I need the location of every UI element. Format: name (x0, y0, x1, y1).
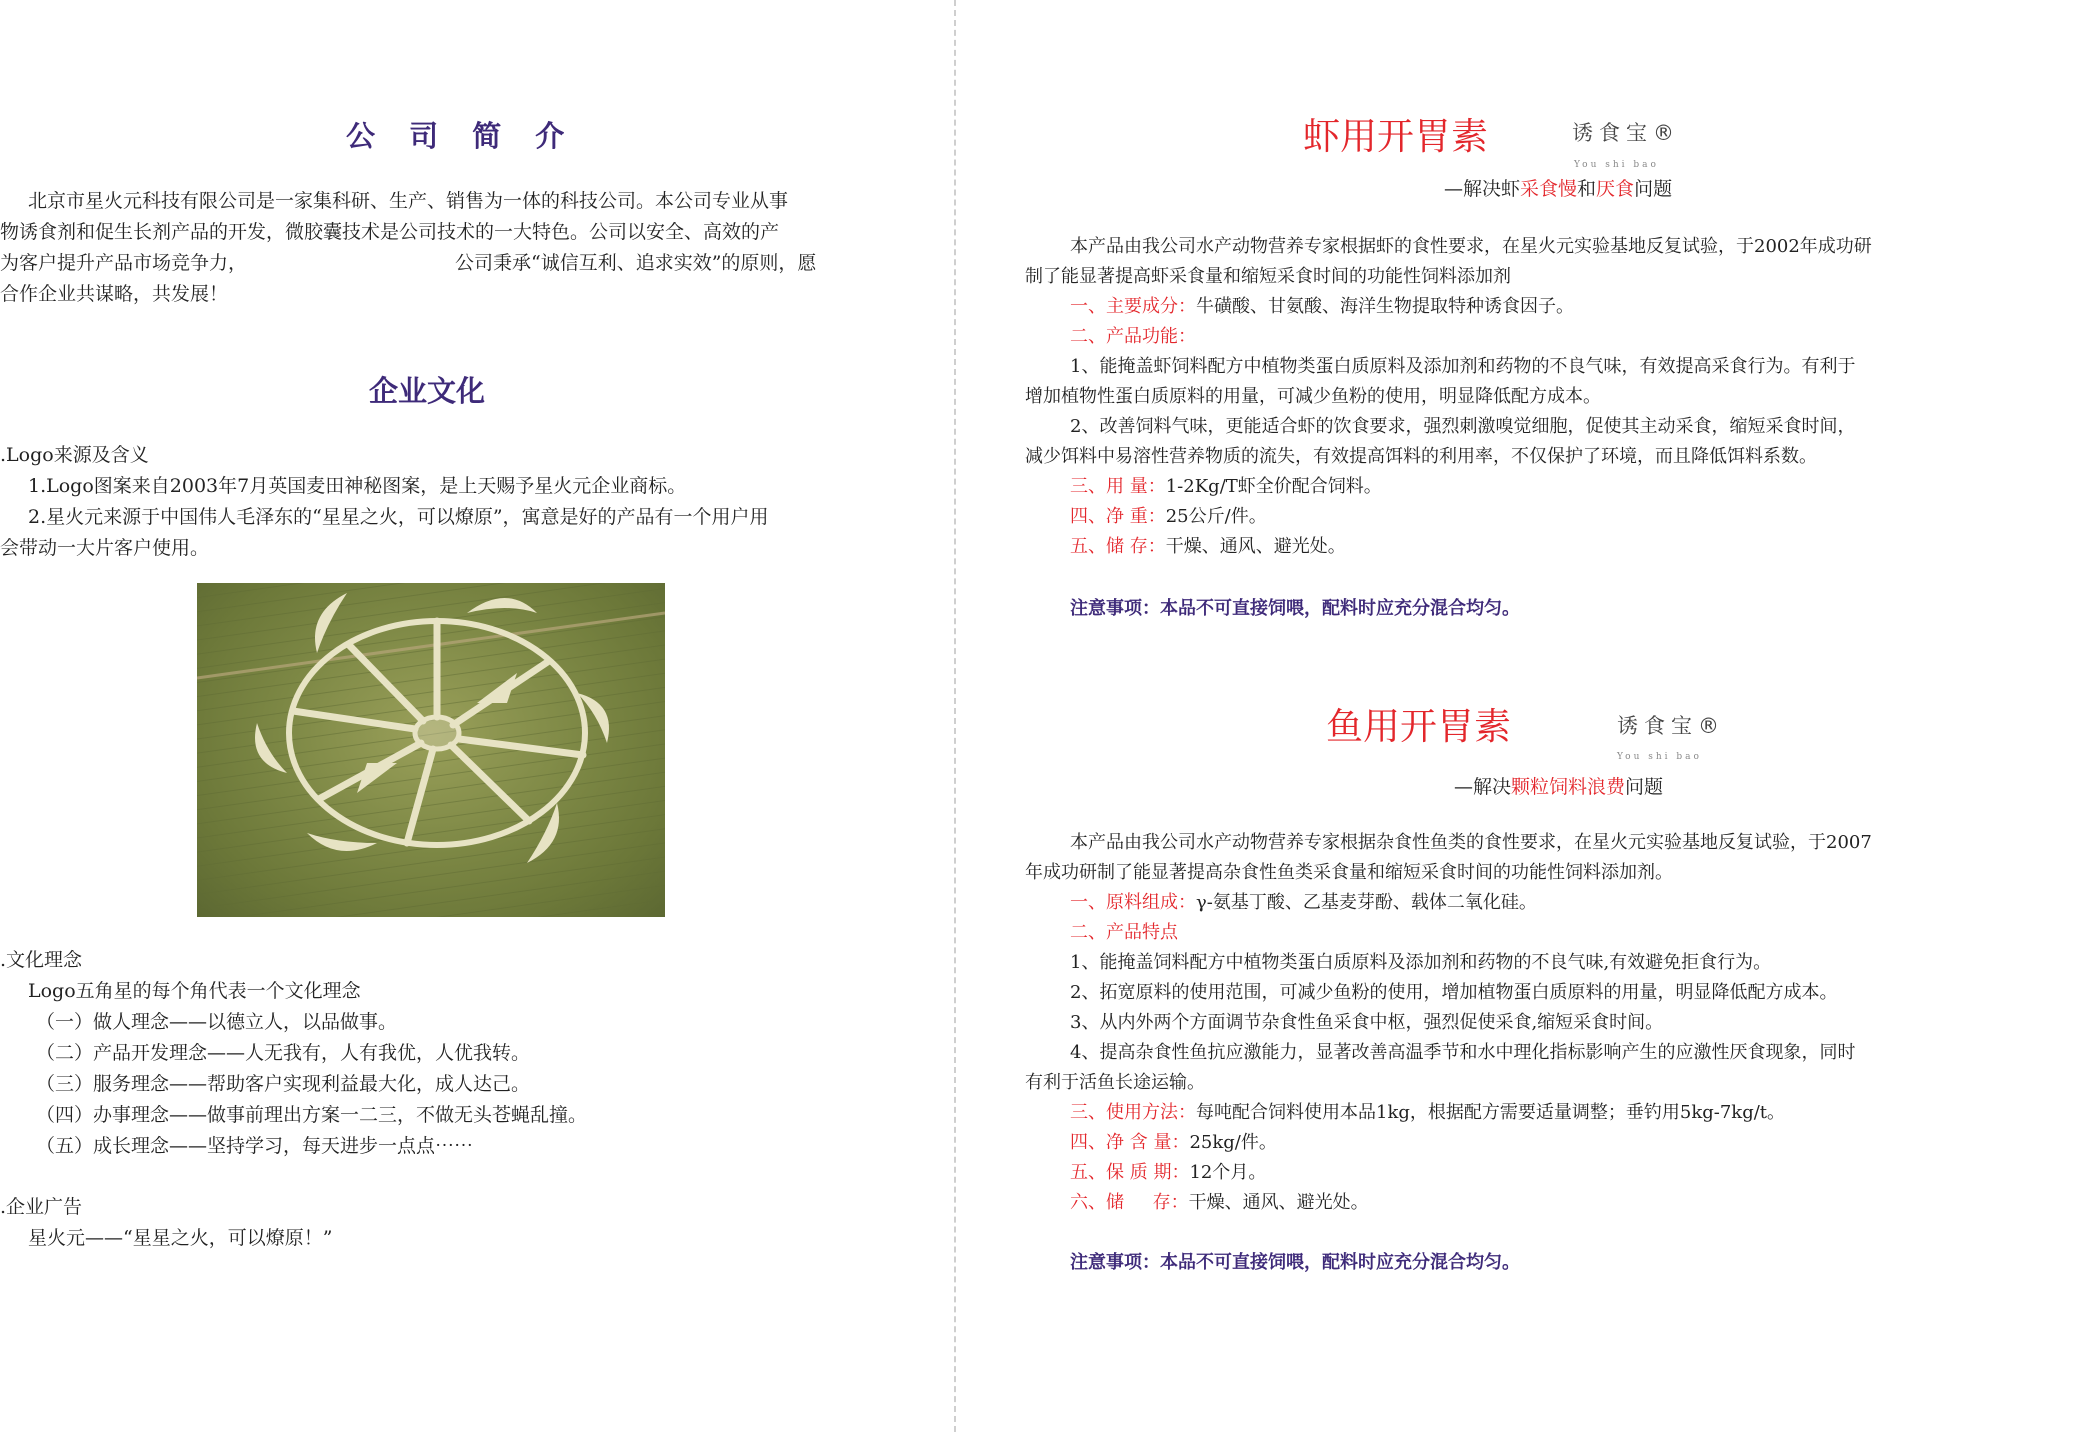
fish-composition: 一、原料组成：γ-氨基丁酸、乙基麦芽酚、载体二氧化硅。 (1070, 892, 1537, 913)
philosophy-item-5: （五）成长理念——坚持学习，每天进步一点点⋯⋯ (36, 1135, 474, 1157)
logo-line-1: 1.Logo图案来自2003年7月英国麦田神秘图案，是上天赐予星火元企业商标。 (28, 475, 687, 497)
fish-shelf-life: 五、保 质 期：12个月。 (1070, 1162, 1267, 1183)
shrimp-dosage: 三、用 量：1-2Kg/T虾全价配合饲料。 (1070, 476, 1382, 497)
fish-usage: 三、使用方法：每吨配合饲料使用本品1kg，根据配方需要适量调整；垂钓用5kg-7kg/t。 (1070, 1102, 1786, 1123)
philosophy-item-2: （二）产品开发理念——人无我有，人有我优，人优我转。 (36, 1042, 531, 1064)
intro-line-3a: 为客户提升产品市场竞争力， (0, 252, 248, 274)
culture-title: 企业文化 (369, 374, 486, 408)
intro-line-2: 物诱食剂和促生长剂产品的开发，微胶囊技术是公司技术的一大特色。公司以安全、高效的产 (0, 221, 780, 243)
philosophy-item-4: （四）办事理念——做事前理出方案一二三，不做无头苍蝇乱撞。 (36, 1104, 588, 1126)
ad-heading: .企业广告 (0, 1196, 83, 1218)
logo-line-3: 会带动一大片客户使用。 (0, 537, 210, 559)
shrimp-storage: 五、储 存：干燥、通风、避光处。 (1070, 536, 1346, 557)
fish-notice: 注意事项：本品不可直接饲喂，配料时应充分混合均匀。 (1070, 1252, 1520, 1273)
intro-line-3b: 公司秉承“诚信互利、追求实效”的原则，愿 (455, 252, 817, 274)
fish-intro-1: 本产品由我公司水产动物营养专家根据杂食性鱼类的食性要求，在星火元实验基地反复试验，于2007 (1070, 832, 1872, 853)
shrimp-function-label: 二、产品功能： (1070, 326, 1196, 347)
shrimp-function-3: 2、改善饲料气味，更能适合虾的饮食要求，强烈刺激嗅觉细胞，促使其主动采食，缩短采食时间， (1070, 416, 1856, 437)
fish-brand-logo: 诱食宝® (1617, 714, 1725, 738)
shrimp-brand-logo: 诱食宝® (1572, 121, 1680, 145)
philosophy-intro: Logo五角星的每个角代表一个文化理念 (28, 980, 361, 1002)
shrimp-weight: 四、净 重：25公斤/件。 (1070, 506, 1267, 527)
shrimp-function-2: 增加植物性蛋白质原料的用量，可减少鱼粉的使用，明显降低配方成本。 (1025, 386, 1601, 407)
shrimp-intro-2: 制了能显著提高虾采食量和缩短采食时间的功能性饲料添加剂 (1025, 266, 1511, 287)
shrimp-notice: 注意事项：本品不可直接饲喂，配料时应充分混合均匀。 (1070, 598, 1520, 619)
shrimp-brand-sub: You shi bao (1574, 160, 1659, 170)
fish-feature-1: 1、能掩盖饲料配方中植物类蛋白质原料及添加剂和药物的不良气味,有效避免拒食行为。 (1070, 952, 1772, 973)
fish-weight: 四、净 含 量：25kg/件。 (1070, 1132, 1277, 1153)
page-divider (954, 0, 956, 1432)
shrimp-slogan: —解决虾采食慢和厌食问题 (1444, 178, 1673, 200)
intro-line-1: 北京市星火元科技有限公司是一家集科研、生产、销售为一体的科技公司。本公司专业从事 (28, 190, 789, 212)
fish-feature-4: 4、提高杂食性鱼抗应激能力，显著改善高温季节和水中理化指标影响产生的应激性厌食现象，同时 (1070, 1042, 1856, 1063)
shrimp-function-4: 减少饵料中易溶性营养物质的流失，有效提高饵料的利用率，不仅保护了环境，而且降低饵料系数。 (1025, 446, 1817, 467)
logo-line-2: 2.星火元来源于中国伟人毛泽东的“星星之火，可以燎原”，寓意是好的产品有一个用户用 (28, 506, 769, 528)
philosophy-heading: .文化理念 (0, 949, 83, 971)
fish-product-title: 鱼用开胃素 (1326, 705, 1511, 748)
company-intro-title: 公 司 简 介 (346, 119, 577, 153)
fish-feature-5: 有利于活鱼长途运输。 (1025, 1072, 1205, 1093)
fish-feature-2: 2、拓宽原料的使用范围，可减少鱼粉的使用，增加植物蛋白质原料的用量，明显降低配方成本。 (1070, 982, 1838, 1003)
shrimp-ingredients: 一、主要成分：牛磺酸、甘氨酸、海洋生物提取特种诱食因子。 (1070, 296, 1574, 317)
crop-circle-photo (197, 583, 665, 917)
ad-line: 星火元——“星星之火，可以燎原！” (28, 1227, 333, 1249)
fish-feature-3: 3、从内外两个方面调节杂食性鱼采食中枢，强烈促使采食,缩短采食时间。 (1070, 1012, 1664, 1033)
philosophy-item-1: （一）做人理念——以德立人，以品做事。 (36, 1011, 398, 1033)
fish-feature-label: 二、产品特点 (1070, 922, 1178, 943)
shrimp-intro-1: 本产品由我公司水产动物营养专家根据虾的食性要求，在星火元实验基地反复试验，于2002年成功研 (1070, 236, 1872, 257)
philosophy-item-3: （三）服务理念——帮助客户实现利益最大化，成人达己。 (36, 1073, 531, 1095)
shrimp-product-title: 虾用开胃素 (1303, 115, 1488, 158)
fish-intro-2: 年成功研制了能显著提高杂食性鱼类采食量和缩短采食时间的功能性饲料添加剂。 (1025, 862, 1673, 883)
fish-slogan: —解决颗粒饲料浪费问题 (1454, 776, 1664, 798)
fish-storage: 六、储 存：干燥、通风、避光处。 (1070, 1192, 1369, 1213)
shrimp-function-1: 1、能掩盖虾饲料配方中植物类蛋白质原料及添加剂和药物的不良气味，有效提高采食行为。有利于 (1070, 356, 1856, 377)
logo-section-heading: .Logo来源及含义 (0, 444, 149, 466)
fish-brand-sub: You shi bao (1617, 752, 1702, 762)
intro-line-4: 合作企业共谋略，共发展！ (0, 283, 229, 305)
